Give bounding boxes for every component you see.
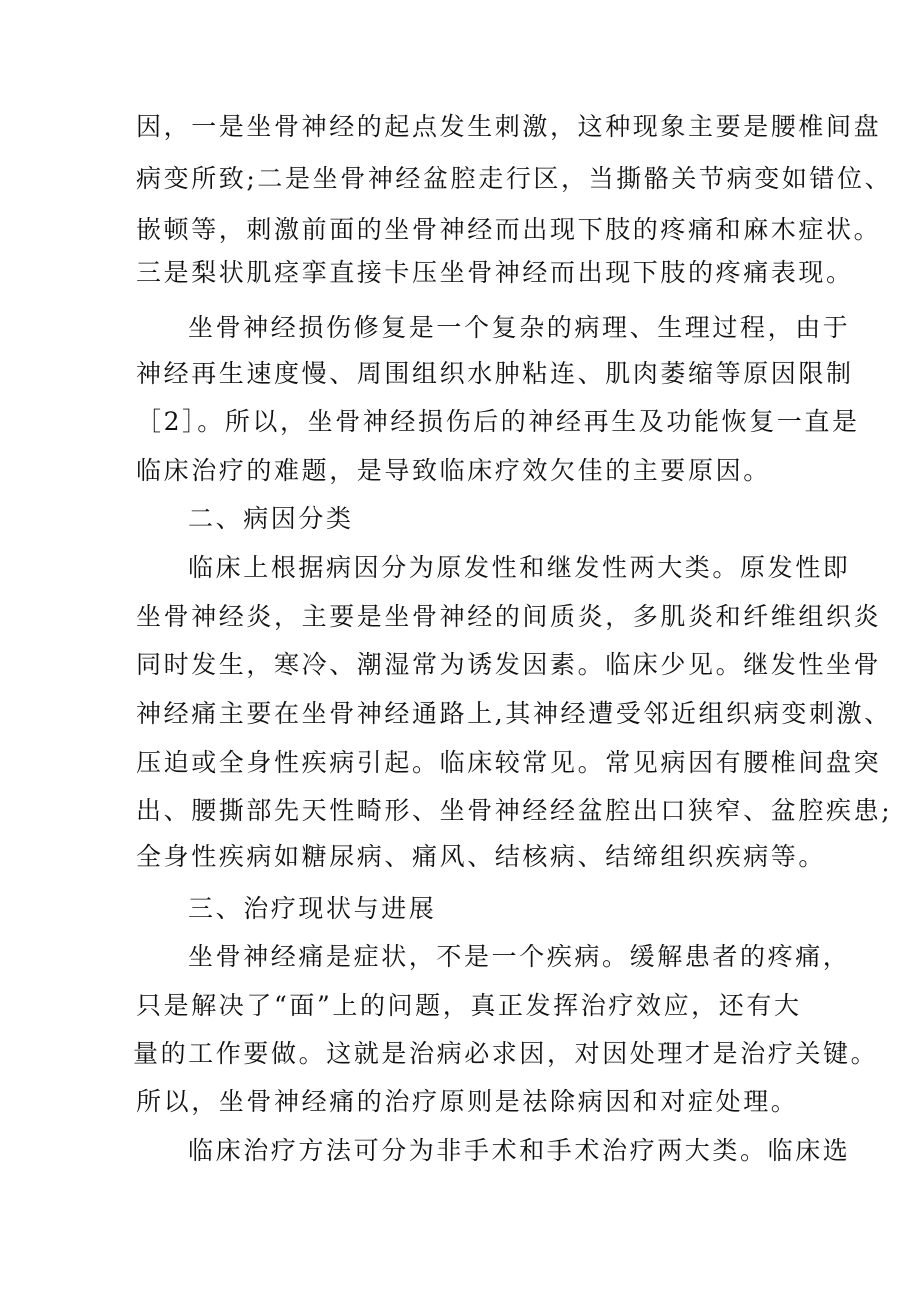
text-line: 临床治疗方法可分为非手术和手术治疗两大类。临床选 (188, 1136, 851, 1165)
text-line: 病变所致;二是坐骨神经盆腔走行区，当撕骼关节病变如错位、 (136, 164, 893, 193)
section-heading: 三、治疗现状与进展 (188, 894, 437, 923)
text-line: 出、腰撕部先天性畸形、坐骨神经经盆腔出口狭窄、盆腔疾患; (136, 796, 893, 825)
text-line: 临床治疗的难题，是导致临床疗效欠佳的主要原因。 (136, 456, 771, 485)
text-line: 量的工作要做。这就是治病必求因，对因处理才是治疗关键。 (133, 1039, 879, 1068)
text-line: 坐骨神经痛是症状，不是一个疾病。缓解患者的疼痛， (188, 942, 851, 971)
text-line: 坐骨神经损伤修复是一个复杂的病理、生理过程，由于 (188, 313, 851, 342)
text-line: 压迫或全身性疾病引起。临床较常见。常见病因有腰椎间盘突 (136, 748, 882, 777)
text-line: 只是解决了“面”上的问题，真正发挥治疗效应，还有大 (136, 991, 802, 1020)
text-line: 临床上根据病因分为原发性和继发性两大类。原发性即 (188, 553, 851, 582)
text-line: 因，一是坐骨神经的起点发生刺激，这种现象主要是腰椎间盘 (136, 112, 882, 141)
text-line: ［2］。所以，坐骨神经损伤后的神经再生及功能恢复一直是 (136, 407, 860, 436)
text-line: 三是梨状肌痉挛直接卡压坐骨神经而出现下肢的疼痛表现。 (136, 258, 854, 287)
text-line: 所以，坐骨神经痛的治疗原则是祛除病因和对症处理。 (136, 1087, 799, 1116)
text-line: 全身性疾病如糖尿病、痛风、结核病、结缔组织疾病等。 (136, 842, 827, 871)
text-line: 坐骨神经炎，主要是坐骨神经的间质炎，多肌炎和纤维组织炎 (136, 602, 882, 631)
text-line: 神经再生速度慢、周围组织水肿粘连、肌肉萎缩等原因限制 (136, 359, 854, 388)
text-line: 同时发生，寒冷、潮湿常为诱发因素。临床少见。继发性坐骨 (136, 650, 882, 679)
section-heading: 二、病因分类 (188, 504, 354, 533)
text-line: 神经痛主要在坐骨神经通路上,其神经遭受邻近组织病变刺激、 (136, 699, 892, 728)
text-line: 嵌顿等，刺激前面的坐骨神经而出现下肢的疼痛和麻木症状。 (136, 215, 882, 244)
